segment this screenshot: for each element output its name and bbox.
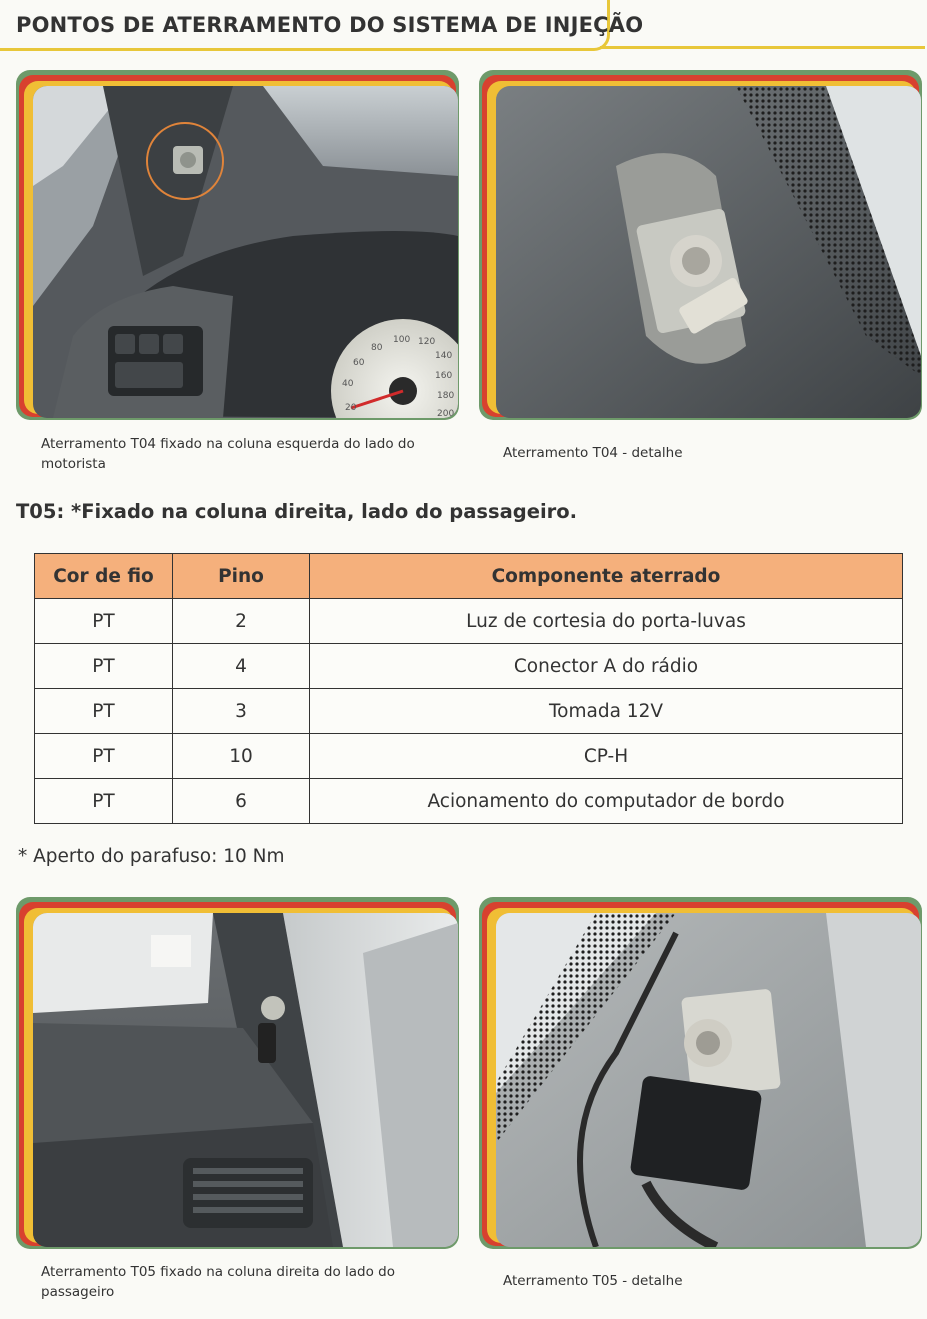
- torque-note: * Aperto do parafuso: 10 Nm: [18, 846, 285, 867]
- cell-wire-color: PT: [35, 689, 173, 734]
- photo-t05-detail: [479, 897, 922, 1249]
- header-rule: [600, 46, 925, 49]
- svg-text:180: 180: [437, 391, 455, 401]
- svg-text:80: 80: [371, 343, 383, 353]
- cell-pin: 4: [173, 644, 310, 689]
- cell-wire-color: PT: [35, 599, 173, 644]
- svg-text:120: 120: [418, 337, 436, 347]
- svg-text:60: 60: [353, 358, 365, 368]
- section-t05-title: T05: *Fixado na coluna direita, lado do passageiro.: [16, 500, 578, 523]
- photo-t05-pillar-caption: Aterramento T05 fixado na coluna direita do lado do passageiro: [41, 1264, 395, 1300]
- cell-pin: 3: [173, 689, 310, 734]
- svg-text:160: 160: [435, 371, 453, 381]
- photo-t05-detail-image: [496, 913, 921, 1247]
- col-header-component: Componente aterrado: [310, 554, 903, 599]
- table-header-row: [35, 554, 903, 599]
- svg-text:140: 140: [435, 351, 453, 361]
- photo-t04-detail: [479, 70, 922, 420]
- table-row: [35, 599, 903, 644]
- svg-text:40: 40: [342, 379, 354, 389]
- photo-t05-pillar: [16, 897, 459, 1249]
- cell-component: Tomada 12V: [310, 689, 903, 734]
- table-row: [35, 734, 903, 779]
- photo-t04-detail-image: [496, 86, 921, 418]
- cell-component: CP-H: [310, 734, 903, 779]
- cell-pin: 10: [173, 734, 310, 779]
- table-row: [35, 689, 903, 734]
- photo-t04-pillar: [16, 70, 459, 420]
- cell-pin: 2: [173, 599, 310, 644]
- grounding-table: [34, 553, 903, 824]
- photo-t04-detail-caption: Aterramento T04 - detalhe: [503, 445, 683, 461]
- page-title: PONTOS DE ATERRAMENTO DO SISTEMA DE INJEÇÃO: [16, 13, 644, 37]
- photo-t05-detail-caption: Aterramento T05 - detalhe: [503, 1273, 683, 1289]
- photo-t04-pillar-caption: Aterramento T04 fixado na coluna esquerda do lado do motorista: [41, 436, 415, 472]
- col-header-wire-color: Cor de fio: [35, 554, 173, 599]
- svg-text:200: 200: [437, 409, 455, 418]
- cell-wire-color: PT: [35, 644, 173, 689]
- cell-wire-color: PT: [35, 734, 173, 779]
- cell-wire-color: PT: [35, 779, 173, 824]
- cell-component: Acionamento do computador de bordo: [310, 779, 903, 824]
- col-header-pin: Pino: [173, 554, 310, 599]
- cell-component: Luz de cortesia do porta-luvas: [310, 599, 903, 644]
- cell-component: Conector A do rádio: [310, 644, 903, 689]
- table-row: [35, 779, 903, 824]
- cell-pin: 6: [173, 779, 310, 824]
- svg-text:100: 100: [393, 335, 411, 345]
- photo-t05-pillar-image: [33, 913, 458, 1247]
- table-row: [35, 644, 903, 689]
- photo-t04-pillar-image: [33, 86, 458, 418]
- svg-text:20: 20: [345, 403, 357, 413]
